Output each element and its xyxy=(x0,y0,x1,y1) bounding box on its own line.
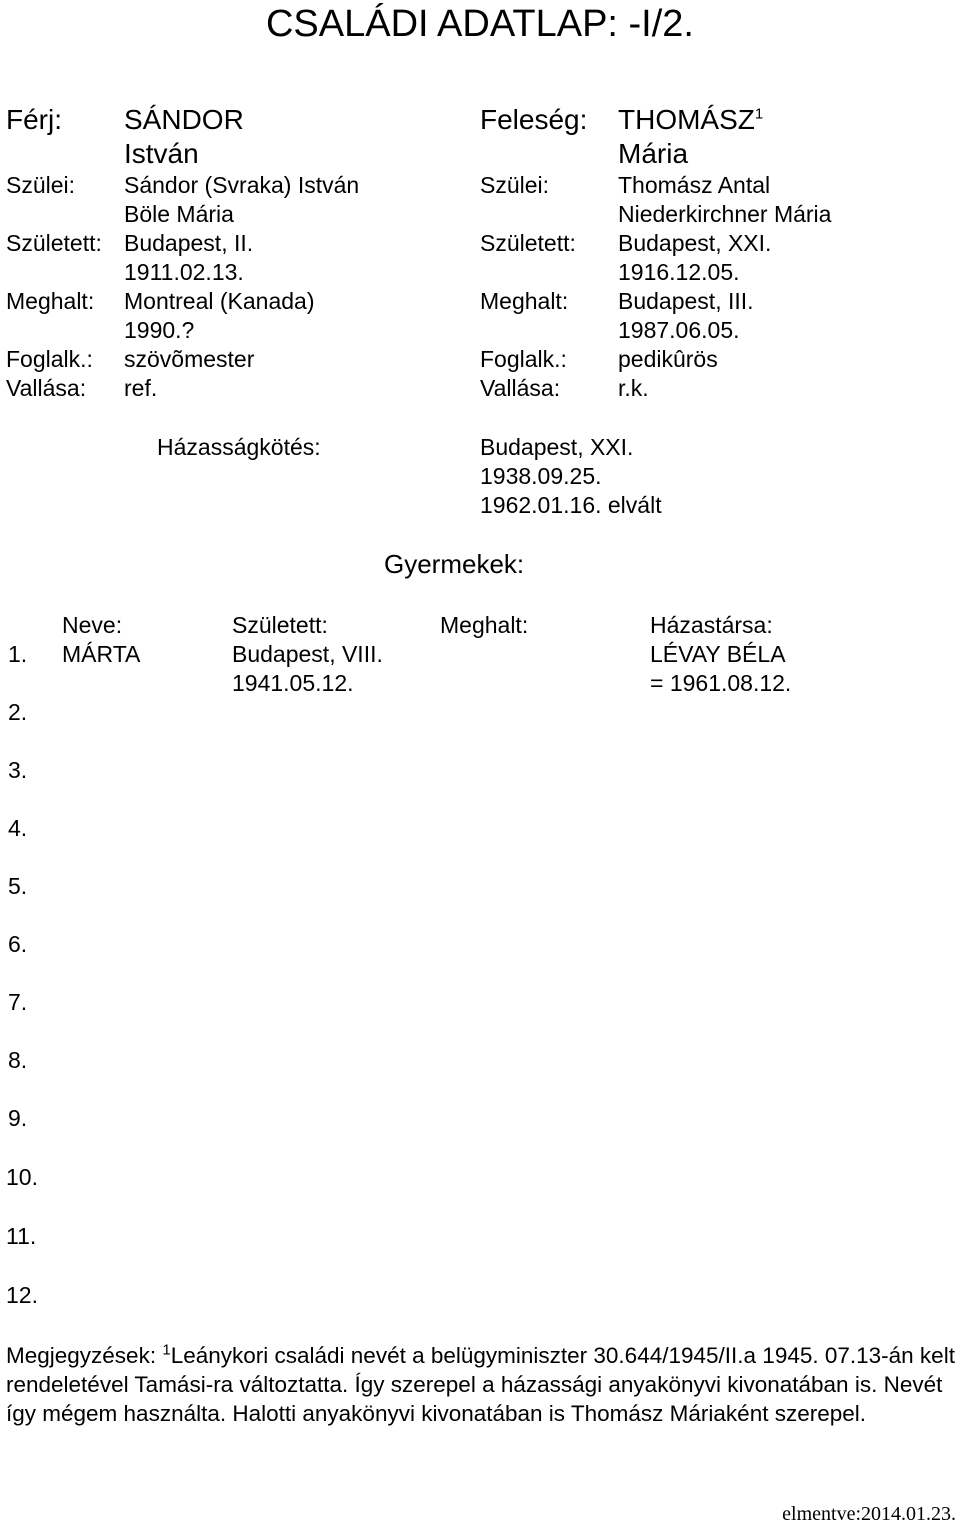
divorce-date: 1962.01.16. elvált xyxy=(480,492,662,518)
wife-surname: THOMÁSZ xyxy=(618,104,755,135)
husband-religion-label: Vallása: xyxy=(6,375,87,401)
child-1-born-place: Budapest, VIII. xyxy=(232,641,383,667)
child-number: 1. xyxy=(8,641,28,667)
wife-died-date: 1987.06.05. xyxy=(618,317,740,343)
child-number: 5. xyxy=(8,873,28,899)
wife-born-date: 1916.12.05. xyxy=(618,259,740,285)
husband-born-place: Budapest, II. xyxy=(124,230,254,256)
child-number: 3. xyxy=(8,757,28,783)
marriage-label: Házasságkötés: xyxy=(157,434,321,460)
notes-text: Leánykori családi nevét a belügyminiszter 30.644/1945/II.a 1945. 07.13-án kelt rendeletével Tamási-ra változtatta. Így szerepel a házassági anyakönyvi kivonatában is. Nevét így mégem használta. Halotti anyakönyvi kivonatában is Thomász Máriaként szerepel. xyxy=(6,1343,955,1426)
wife-religion-label: Vallása: xyxy=(480,375,561,401)
children-heading: Gyermekek: xyxy=(384,549,525,579)
husband-religion: ref. xyxy=(124,375,158,401)
column-header-born: Született: xyxy=(232,612,328,638)
wife-born-label: Született: xyxy=(480,230,576,256)
marriage-place: Budapest, XXI. xyxy=(480,434,634,460)
child-number: 7. xyxy=(8,989,28,1015)
saved-date: elmentve:2014.01.23. xyxy=(782,1503,956,1525)
husband-died-date: 1990.? xyxy=(124,317,195,343)
child-1-marriage-date: = 1961.08.12. xyxy=(650,670,792,696)
wife-father: Thomász Antal xyxy=(618,172,771,198)
notes-footnote-mark: 1 xyxy=(162,1341,171,1359)
column-header-spouse: Házastársa: xyxy=(650,612,773,638)
wife-died-label: Meghalt: xyxy=(480,288,569,314)
column-header-name: Neve: xyxy=(62,612,123,638)
wife-born-place: Budapest, XXI. xyxy=(618,230,772,256)
husband-surname: SÁNDOR xyxy=(124,104,244,135)
child-1-born-date: 1941.05.12. xyxy=(232,670,354,696)
husband-parents-label: Szülei: xyxy=(6,172,76,198)
wife-parents-label: Szülei: xyxy=(480,172,550,198)
notes-label: Megjegyzések: xyxy=(6,1343,157,1368)
child-number: 6. xyxy=(8,931,28,957)
husband-died-place: Montreal (Kanada) xyxy=(124,288,315,314)
child-1-name: MÁRTA xyxy=(62,641,141,667)
wife-died-place: Budapest, III. xyxy=(618,288,754,314)
child-number: 4. xyxy=(8,815,28,841)
page-title: CSALÁDI ADATLAP: -I/2. xyxy=(265,3,694,45)
wife-occupation: pedikûrös xyxy=(618,346,718,372)
husband-label: Férj: xyxy=(6,104,62,135)
husband-died-label: Meghalt: xyxy=(6,288,95,314)
husband-father: Sándor (Svraka) István xyxy=(124,172,360,198)
child-number: 11. xyxy=(6,1223,37,1249)
child-number: 12. xyxy=(6,1282,38,1308)
marriage-date: 1938.09.25. xyxy=(480,463,602,489)
wife-religion: r.k. xyxy=(618,375,649,401)
child-1-spouse: LÉVAY BÉLA xyxy=(650,641,786,667)
wife-mother: Niederkirchner Mária xyxy=(618,201,832,227)
child-number: 8. xyxy=(8,1047,28,1073)
husband-occupation: szövõmester xyxy=(124,346,255,372)
husband-mother: Böle Mária xyxy=(124,201,234,227)
wife-surname-wrap xyxy=(618,103,763,137)
husband-occupation-label: Foglalk.: xyxy=(6,346,93,372)
wife-footnote-mark: 1 xyxy=(754,105,764,123)
child-number: 9. xyxy=(8,1105,28,1131)
husband-born-date: 1911.02.13. xyxy=(124,259,244,285)
wife-occupation-label: Foglalk.: xyxy=(480,346,567,372)
wife-label: Feleség: xyxy=(480,104,588,135)
husband-born-label: Született: xyxy=(6,230,102,256)
notes-paragraph xyxy=(6,1341,958,1428)
column-header-died: Meghalt: xyxy=(440,612,529,638)
child-number: 10. xyxy=(6,1164,38,1190)
husband-given-name: István xyxy=(124,138,199,169)
child-number: 2. xyxy=(8,699,28,725)
wife-given-name: Mária xyxy=(618,138,689,169)
